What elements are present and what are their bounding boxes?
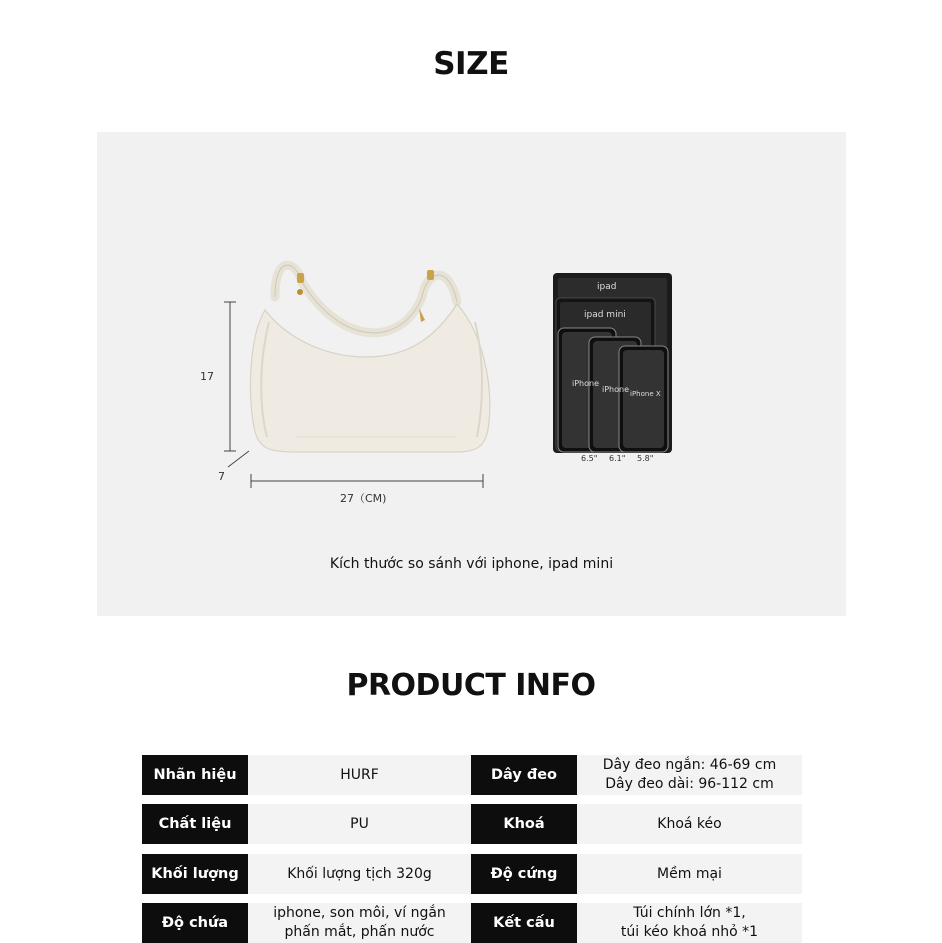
spec-label: Khoá xyxy=(471,804,577,844)
spec-value xyxy=(248,903,471,943)
spec-label: Kết cấu xyxy=(471,903,577,943)
spec-label: Nhãn hiệu xyxy=(142,755,248,795)
phone-label-medium: iPhone xyxy=(602,385,630,394)
table-row xyxy=(142,755,802,795)
depth-dimension-label: 7 xyxy=(218,470,225,483)
phone-label-small: iPhone X xyxy=(630,390,661,398)
height-dimension-label: 17 xyxy=(200,370,214,383)
spec-value: Mềm mại xyxy=(577,854,802,894)
spec-value-line: Dây đeo ngắn: 46-69 cm xyxy=(602,757,777,773)
spec-value-line: iphone, son môi, ví ngắn xyxy=(273,905,446,921)
size-section-title: SIZE xyxy=(433,46,509,82)
spec-value-line: Dây đeo dài: 96-112 cm xyxy=(605,776,774,792)
spec-value-line: phấn mắt, phấn nước xyxy=(284,924,435,940)
phone-size-small: 5.8" xyxy=(637,454,654,463)
spec-label: Độ chứa xyxy=(142,903,248,943)
ipad-mini-label: ipad mini xyxy=(584,310,626,320)
table-row xyxy=(142,903,802,943)
table-row xyxy=(142,854,802,894)
size-caption: Kích thước so sánh với iphone, ipad mini xyxy=(329,556,614,572)
spec-value: PU xyxy=(248,804,471,844)
table-row xyxy=(142,804,802,844)
spec-value xyxy=(577,903,802,943)
spec-label: Khối lượng xyxy=(142,854,248,894)
ipad-label: ipad xyxy=(597,282,617,292)
size-comparison-panel xyxy=(97,132,846,616)
phone-label-large: iPhone xyxy=(572,379,600,388)
spec-label: Dây đeo xyxy=(471,755,577,795)
spec-label: Độ cứng xyxy=(471,854,577,894)
width-dimension-label: 27（CM) xyxy=(340,492,387,505)
spec-value-line: Túi chính lớn *1, xyxy=(633,905,746,921)
spec-value: Khối lượng tịch 320g xyxy=(248,854,471,894)
spec-value xyxy=(577,755,802,795)
spec-label: Chất liệu xyxy=(142,804,248,844)
spec-value: Khoá kéo xyxy=(577,804,802,844)
phone-size-large: 6.5" xyxy=(581,454,598,463)
phone-size-medium: 6.1" xyxy=(609,454,626,463)
spec-value-line: túi kéo khoá nhỏ *1 xyxy=(620,924,759,940)
product-info-title: PRODUCT INFO xyxy=(346,668,596,703)
device-comparison-image xyxy=(97,132,846,616)
spec-value: HURF xyxy=(248,755,471,795)
